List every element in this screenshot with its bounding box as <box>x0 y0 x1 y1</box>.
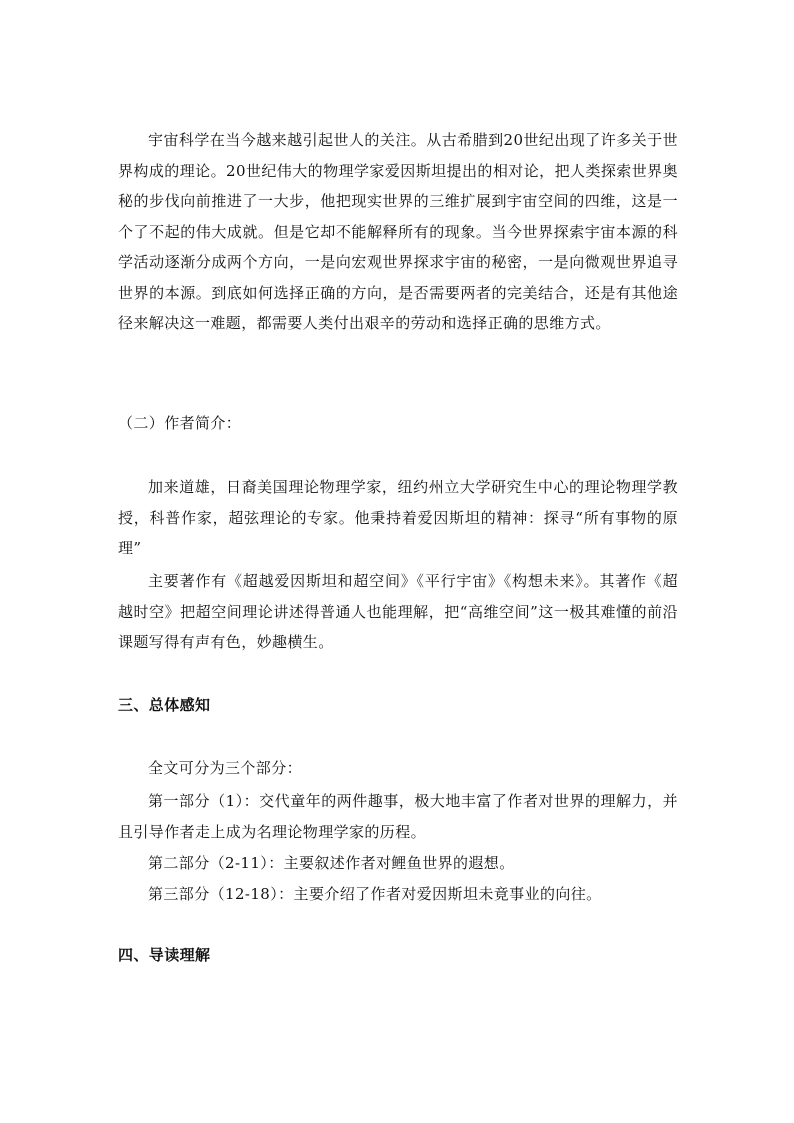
part-1-item: 第一部分（1）：交代童年的两件趣事，极大地丰富了作者对世界的理解力，并且引导作者走上成为名理论物理学家的历程。 <box>118 792 678 841</box>
author-paragraph-1: 加来道雄，日裔美国理论物理学家，纽约州立大学研究生中心的理论物理学教授，科普作家，超弦理论的专家。他秉持着爱因斯坦的精神：探寻“所有事物的原理” <box>118 478 678 557</box>
section-four-heading: 四、导读理解 <box>118 946 211 964</box>
author-paragraph-2: 主要著作有《超越爱因斯坦和超空间》《平行宇宙》《构想未来》。其著作《超越时空》把超空间理论讲述得普通人也能理解，把“高维空间”这一极其难懂的前沿课题写得有声有色，妙趣横生。 <box>118 572 678 651</box>
overview-intro: 全文可分为三个部分： <box>148 759 303 777</box>
section-three-heading: 三、总体感知 <box>118 696 211 714</box>
author-section-label: （二）作者简介： <box>118 414 242 432</box>
part-2-item: 第二部分（2-11）：主要叙述作者对鲤鱼世界的遐想。 <box>148 854 515 872</box>
part-3-item: 第三部分（12-18）：主要介绍了作者对爱因斯坦未竟事业的向往。 <box>148 885 602 903</box>
intro-paragraph: 宇宙科学在当今越来越引起世人的关注。从古希腊到20世纪出现了许多关于世界构成的理论。20世纪伟大的物理学家爱因斯坦提出的相对论，把人类探索世界奥秘的步伐向前推进了一大步，他把现实世界的三维扩展到宇宙空间的四维，这是一个了不起的伟大成就。但是它却不能解释所有的现象。当今世界探索宇宙本源的科学活动逐渐分成两个方向，一是向宏观世界探求宇宙的秘密，一是向微观世界追寻世界的本源。到底如何选择正确的方向，是否需要两者的完美结合，还是有其他途径来解决这一难题，都需要人类付出艰辛的劳动和选择正确的思维方式。 <box>118 131 678 332</box>
